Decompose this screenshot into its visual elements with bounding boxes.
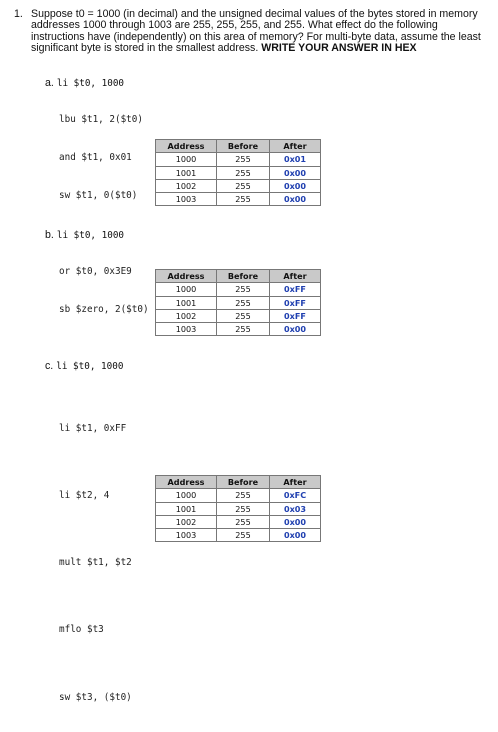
before-cell: 255	[217, 283, 270, 296]
table-row	[156, 283, 321, 296]
part-a-code-line-3: and $t1, 0x01	[59, 151, 132, 163]
after-cell: 0x00	[270, 529, 321, 542]
address-header: Address	[156, 140, 217, 153]
before-header: Before	[217, 270, 270, 283]
before-cell: 255	[217, 296, 270, 309]
part-a-code-line-1: li $t0, 1000	[56, 78, 125, 89]
part-c-code-line-3: li $t2, 4	[59, 490, 110, 502]
after-cell: 0x03	[270, 502, 321, 515]
question-body: Suppose t0 = 1000 (in decimal) and the unsigned decimal values of the bytes stored in memory addresses 1000 through 1003 are 255, 255, 255, and 255. What effect do the following instructions have (independently) on this area of memory? For multi-byte data, assume the least significant byte is stored in the smallest address.	[31, 8, 481, 55]
part-b-code	[59, 241, 149, 329]
after-cell: 0xFC	[270, 489, 321, 502]
part-c-code-line-1: li $t0, 1000	[56, 361, 124, 372]
address-cell: 1003	[156, 193, 217, 206]
table-header-row	[156, 140, 321, 153]
after-header: After	[270, 270, 321, 283]
before-cell: 255	[217, 166, 270, 179]
table-row	[156, 502, 321, 515]
address-cell: 1003	[156, 529, 217, 542]
table-row	[156, 193, 321, 206]
address-cell: 1002	[156, 309, 217, 322]
address-cell: 1000	[156, 489, 217, 502]
part-a-code-line-2: lbu $t1, 2($t0)	[59, 114, 143, 126]
part-c-label: c.	[45, 360, 54, 372]
part-a-memory-table	[155, 139, 321, 206]
before-header: Before	[217, 140, 270, 153]
address-cell: 1002	[156, 515, 217, 528]
address-cell: 1000	[156, 283, 217, 296]
table-row	[156, 323, 321, 336]
part-a-label: a.	[45, 77, 54, 89]
part-b-label: b.	[45, 229, 54, 241]
after-cell: 0xFF	[270, 283, 321, 296]
before-cell: 255	[217, 515, 270, 528]
part-c-code-line-2: li $t1, 0xFF	[59, 422, 127, 434]
table-row	[156, 179, 321, 192]
after-cell: 0x01	[270, 153, 321, 166]
after-cell: 0x00	[270, 515, 321, 528]
part-c-code-line-4: mult $t1, $t2	[59, 557, 132, 569]
before-cell: 255	[217, 489, 270, 502]
after-header: After	[270, 476, 321, 489]
part-b-memory-table	[155, 269, 321, 336]
part-c-code-line-5: mflo $t3	[59, 624, 104, 636]
part-c-code-line-6: sw $t3, ($t0)	[59, 691, 132, 703]
address-header: Address	[156, 476, 217, 489]
part-b	[45, 229, 124, 241]
part-a-code-line-4: sw $t1, 0($t0)	[59, 189, 138, 201]
table-header-row	[156, 270, 321, 283]
after-cell: 0x00	[270, 193, 321, 206]
address-cell: 1000	[156, 153, 217, 166]
address-cell: 1002	[156, 179, 217, 192]
address-cell: 1001	[156, 166, 217, 179]
before-cell: 255	[217, 193, 270, 206]
part-b-code-line-2: or $t0, 0x3E9	[59, 266, 132, 278]
question-number: 1.	[14, 8, 23, 20]
before-cell: 255	[217, 502, 270, 515]
table-row	[156, 529, 321, 542]
table-row	[156, 515, 321, 528]
before-header: Before	[217, 476, 270, 489]
before-cell: 255	[217, 323, 270, 336]
before-cell: 255	[217, 529, 270, 542]
table-header-row	[156, 476, 321, 489]
part-a-code	[59, 89, 143, 215]
part-b-code-line-3: sb $zero, 2($t0)	[59, 303, 149, 315]
part-c-memory-table	[155, 475, 321, 542]
after-cell: 0x00	[270, 323, 321, 336]
after-cell: 0x00	[270, 179, 321, 192]
table-row	[156, 309, 321, 322]
table-row	[156, 296, 321, 309]
after-cell: 0xFF	[270, 296, 321, 309]
question-text	[31, 9, 491, 55]
part-b-code-line-1: li $t0, 1000	[56, 230, 125, 241]
table-row	[156, 153, 321, 166]
address-cell: 1003	[156, 323, 217, 336]
part-a	[45, 77, 124, 89]
before-cell: 255	[217, 309, 270, 322]
after-header: After	[270, 140, 321, 153]
before-cell: 255	[217, 179, 270, 192]
table-row	[156, 489, 321, 502]
part-c	[45, 360, 123, 372]
question-instruction: WRITE YOUR ANSWER IN HEX	[261, 42, 417, 55]
after-cell: 0xFF	[270, 309, 321, 322]
table-row	[156, 166, 321, 179]
part-c-code	[59, 373, 132, 732]
address-cell: 1001	[156, 502, 217, 515]
after-cell: 0x00	[270, 166, 321, 179]
address-cell: 1001	[156, 296, 217, 309]
before-cell: 255	[217, 153, 270, 166]
address-header: Address	[156, 270, 217, 283]
